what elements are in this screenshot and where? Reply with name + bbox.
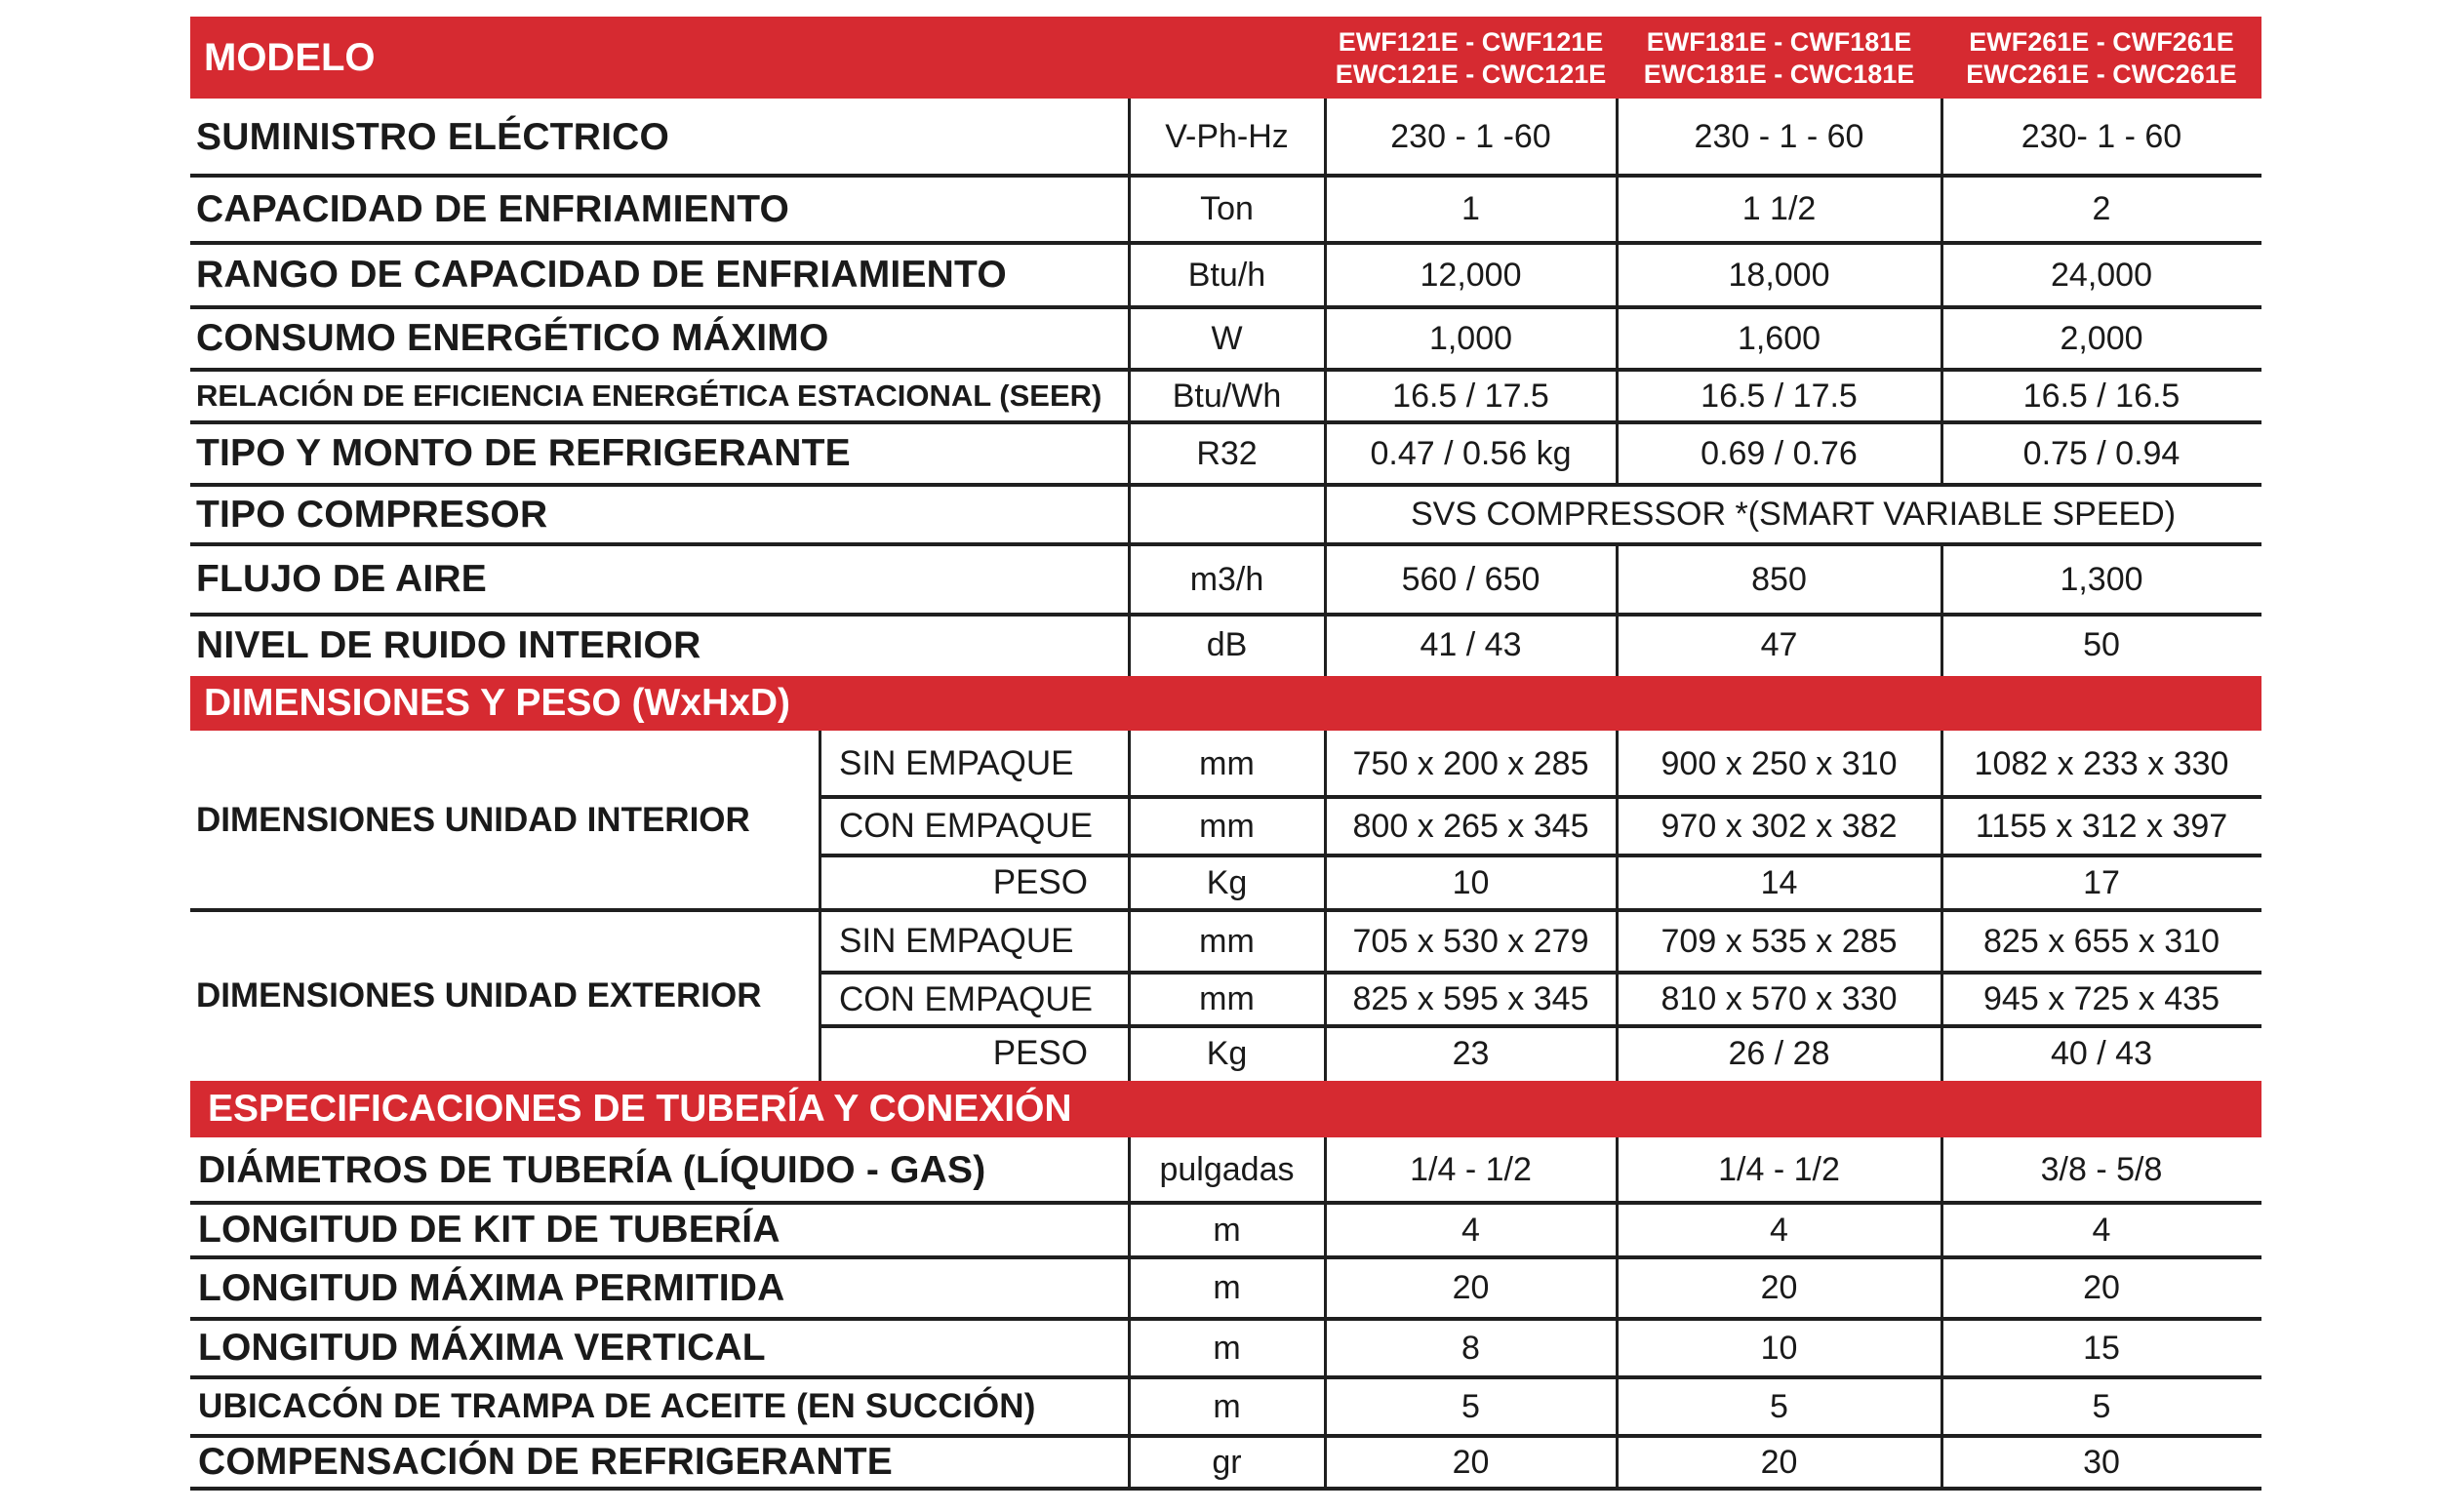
dimension-sub-label: PESO (992, 1034, 1088, 1072)
dimension-sub-label: CON EMPAQUE (839, 807, 1093, 845)
model-column-header (1325, 23, 1617, 94)
value-cell: 2 (2092, 190, 2111, 227)
column-divider (1616, 544, 1619, 615)
value-cell: 40 / 43 (2051, 1034, 2152, 1072)
unit-cell: pulgadas (1159, 1151, 1295, 1188)
value-cell: 20 (1452, 1269, 1490, 1306)
unit-cell: mm (1199, 980, 1255, 1017)
column-divider (1616, 615, 1619, 676)
value-cell: 1,300 (2060, 560, 2143, 598)
value-cell: 0.69 / 0.76 (1701, 434, 1858, 472)
value-cell: 20 (1452, 1443, 1490, 1481)
piping-row-label: LONGITUD MÁXIMA VERTICAL (198, 1327, 766, 1369)
value-cell: 17 (2083, 863, 2120, 901)
value-cell: 47 (1760, 626, 1798, 663)
piping-header-title: ESPECIFICACIONES DE TUBERÍA Y CONEXIÓN (208, 1088, 1072, 1130)
column-divider (1324, 307, 1327, 370)
spec-row-label: TIPO Y MONTO DE REFRIGERANTE (196, 432, 851, 474)
value-cell: 1/4 - 1/2 (1718, 1151, 1840, 1188)
value-cell: 5 (1770, 1387, 1788, 1425)
column-divider (1941, 99, 1943, 176)
unit-cell: Kg (1206, 1034, 1248, 1072)
column-divider (1941, 615, 1943, 676)
model-header-title: MODELO (204, 36, 376, 79)
model-code-line-2: EWC261E - CWC261E (1966, 60, 2237, 89)
model-code-line-1: EWF121E - CWF121E (1338, 27, 1604, 57)
unit-cell: gr (1212, 1443, 1242, 1481)
value-cell: 16.5 / 16.5 (2022, 377, 2181, 415)
column-divider (1941, 307, 1943, 370)
value-cell: 3/8 - 5/8 (2040, 1151, 2163, 1188)
dimension-sub-label: SIN EMPAQUE (839, 744, 1074, 782)
unit-cell: m3/h (1189, 560, 1264, 598)
column-divider (1324, 615, 1327, 676)
value-cell: 10 (1452, 863, 1490, 901)
value-cell: 24,000 (2051, 256, 2152, 294)
column-divider (1941, 422, 1943, 485)
value-cell: 4 (2092, 1211, 2111, 1249)
value-cell: 825 x 655 x 310 (1983, 922, 2220, 960)
value-cell: 970 x 302 x 382 (1661, 807, 1898, 845)
column-divider (1324, 422, 1327, 485)
dimensions-header-title: DIMENSIONES Y PESO (WxHxD) (204, 682, 791, 724)
unit-cell: m (1213, 1269, 1241, 1306)
value-cell: 945 x 725 x 435 (1983, 980, 2220, 1017)
value-cell: 2,000 (2060, 319, 2143, 357)
dimension-sub-label: CON EMPAQUE (839, 979, 1093, 1018)
unit-cell: m (1213, 1329, 1241, 1367)
value-cell: 5 (2092, 1387, 2111, 1425)
value-cell: 709 x 535 x 285 (1661, 922, 1898, 960)
model-code-line-2: EWC121E - CWC121E (1335, 60, 1607, 89)
value-cell: 0.75 / 0.94 (2022, 434, 2181, 472)
spec-row-label: FLUJO DE AIRE (196, 558, 488, 600)
piping-row-label: LONGITUD DE KIT DE TUBERÍA (198, 1209, 780, 1251)
column-divider (1941, 370, 1943, 422)
unit-cell: Btu/h (1187, 256, 1266, 294)
dimension-sub-label: SIN EMPAQUE (839, 922, 1074, 960)
unit-cell: Ton (1200, 190, 1254, 227)
value-cell: 850 (1751, 560, 1807, 598)
unit-cell: Kg (1206, 863, 1248, 901)
value-cell: 23 (1452, 1034, 1490, 1072)
value-cell: 10 (1760, 1329, 1798, 1367)
unit-cell (1129, 485, 1325, 544)
unit-cell: R32 (1196, 434, 1258, 472)
value-cell: 8 (1461, 1329, 1480, 1367)
column-divider (1324, 544, 1327, 615)
unit-cell: Btu/Wh (1172, 377, 1282, 415)
spec-row-label: NIVEL DE RUIDO INTERIOR (196, 623, 701, 666)
value-cell: 4 (1770, 1211, 1788, 1249)
value-cell: 5 (1461, 1387, 1480, 1425)
spec-row-label: CONSUMO ENERGÉTICO MÁXIMO (196, 317, 829, 359)
column-divider (1616, 422, 1619, 485)
unit-cell: m (1213, 1387, 1241, 1425)
column-divider (1941, 176, 1943, 243)
value-cell: 4 (1461, 1211, 1480, 1249)
value-cell: 1 (1461, 190, 1480, 227)
value-cell: 1,600 (1737, 319, 1821, 357)
value-cell: 26 / 28 (1728, 1034, 1830, 1072)
piping-row-label: COMPENSACIÓN DE REFRIGERANTE (198, 1441, 893, 1483)
value-cell: 30 (2083, 1443, 2120, 1481)
value-cell: 41 / 43 (1420, 626, 1522, 663)
column-divider (1324, 99, 1327, 176)
value-cell: 1082 x 233 x 330 (1974, 744, 2229, 782)
model-column-header (1941, 23, 2261, 94)
value-cell: 1/4 - 1/2 (1410, 1151, 1532, 1188)
column-divider (1324, 485, 1327, 544)
compressor-span-cell: SVS COMPRESSOR *(SMART VARIABLE SPEED) (1410, 496, 2177, 533)
value-cell: 20 (1760, 1443, 1798, 1481)
value-cell: 560 / 650 (1401, 560, 1541, 598)
value-cell: 1 1/2 (1741, 190, 1817, 227)
value-cell: 825 x 595 x 345 (1352, 980, 1589, 1017)
value-cell: 15 (2083, 1329, 2120, 1367)
piping-row-label: UBICACÓN DE TRAMPA DE ACEITE (EN SUCCIÓN) (198, 1387, 1036, 1425)
value-cell: 18,000 (1728, 256, 1830, 294)
dimension-group-label: DIMENSIONES UNIDAD EXTERIOR (196, 975, 762, 1015)
column-divider (1941, 243, 1943, 307)
value-cell: 1155 x 312 x 397 (1975, 807, 2228, 845)
unit-cell: W (1211, 319, 1243, 357)
column-divider (1616, 307, 1619, 370)
value-cell: 230 - 1 -60 (1390, 118, 1551, 155)
value-cell: 900 x 250 x 310 (1661, 744, 1898, 782)
value-cell: 16.5 / 17.5 (1701, 377, 1858, 415)
value-cell: 750 x 200 x 285 (1352, 744, 1589, 782)
model-code-line-1: EWF261E - CWF261E (1969, 27, 2234, 57)
unit-cell: mm (1199, 807, 1255, 845)
value-cell: 800 x 265 x 345 (1352, 807, 1589, 845)
column-divider (1616, 370, 1619, 422)
value-cell: 50 (2083, 626, 2120, 663)
model-column-header (1617, 23, 1941, 94)
spec-row-label: RANGO DE CAPACIDAD DE ENFRIAMIENTO (196, 254, 1007, 296)
piping-row-label: LONGITUD MÁXIMA PERMITIDA (198, 1266, 785, 1309)
row-divider (190, 1487, 2261, 1491)
value-cell: 16.5 / 17.5 (1392, 377, 1549, 415)
value-cell: 230- 1 - 60 (2021, 118, 2182, 155)
unit-cell: dB (1206, 626, 1248, 663)
value-cell: 705 x 530 x 279 (1352, 922, 1589, 960)
unit-cell: V-Ph-Hz (1165, 118, 1289, 155)
value-cell: 20 (2083, 1269, 2120, 1306)
unit-cell: m (1213, 1211, 1241, 1249)
piping-header-band (190, 1081, 2261, 1137)
value-cell: 230 - 1 - 60 (1694, 118, 1864, 155)
unit-cell: mm (1199, 922, 1255, 960)
column-divider (1616, 176, 1619, 243)
unit-cell: mm (1199, 744, 1255, 782)
piping-row-label: DIÁMETROS DE TUBERÍA (LÍQUIDO - GAS) (198, 1148, 986, 1191)
column-divider (1616, 243, 1619, 307)
column-divider (1616, 99, 1619, 176)
value-cell: 0.47 / 0.56 kg (1370, 434, 1572, 472)
model-code-line-1: EWF181E - CWF181E (1646, 27, 1912, 57)
column-divider (1324, 370, 1327, 422)
model-code-line-2: EWC181E - CWC181E (1643, 60, 1915, 89)
value-cell: 12,000 (1420, 256, 1522, 294)
column-divider (1324, 243, 1327, 307)
value-cell: 1,000 (1428, 319, 1513, 357)
column-divider (1941, 544, 1943, 615)
spec-row-label: RELACIÓN DE EFICIENCIA ENERGÉTICA ESTACIONAL (SEER) (196, 378, 1102, 413)
spec-row-label: CAPACIDAD DE ENFRIAMIENTO (196, 187, 790, 230)
column-divider (1324, 176, 1327, 243)
dimension-group-label: DIMENSIONES UNIDAD INTERIOR (196, 801, 750, 839)
dimension-sub-label: PESO (992, 863, 1088, 901)
spec-row-label: TIPO COMPRESOR (196, 493, 548, 536)
value-cell: 14 (1760, 863, 1798, 901)
value-cell: 810 x 570 x 330 (1661, 980, 1898, 1017)
dimensions-header-band (190, 676, 2261, 731)
value-cell: 20 (1760, 1269, 1798, 1306)
spec-row-label: SUMINISTRO ELÉCTRICO (196, 115, 670, 158)
